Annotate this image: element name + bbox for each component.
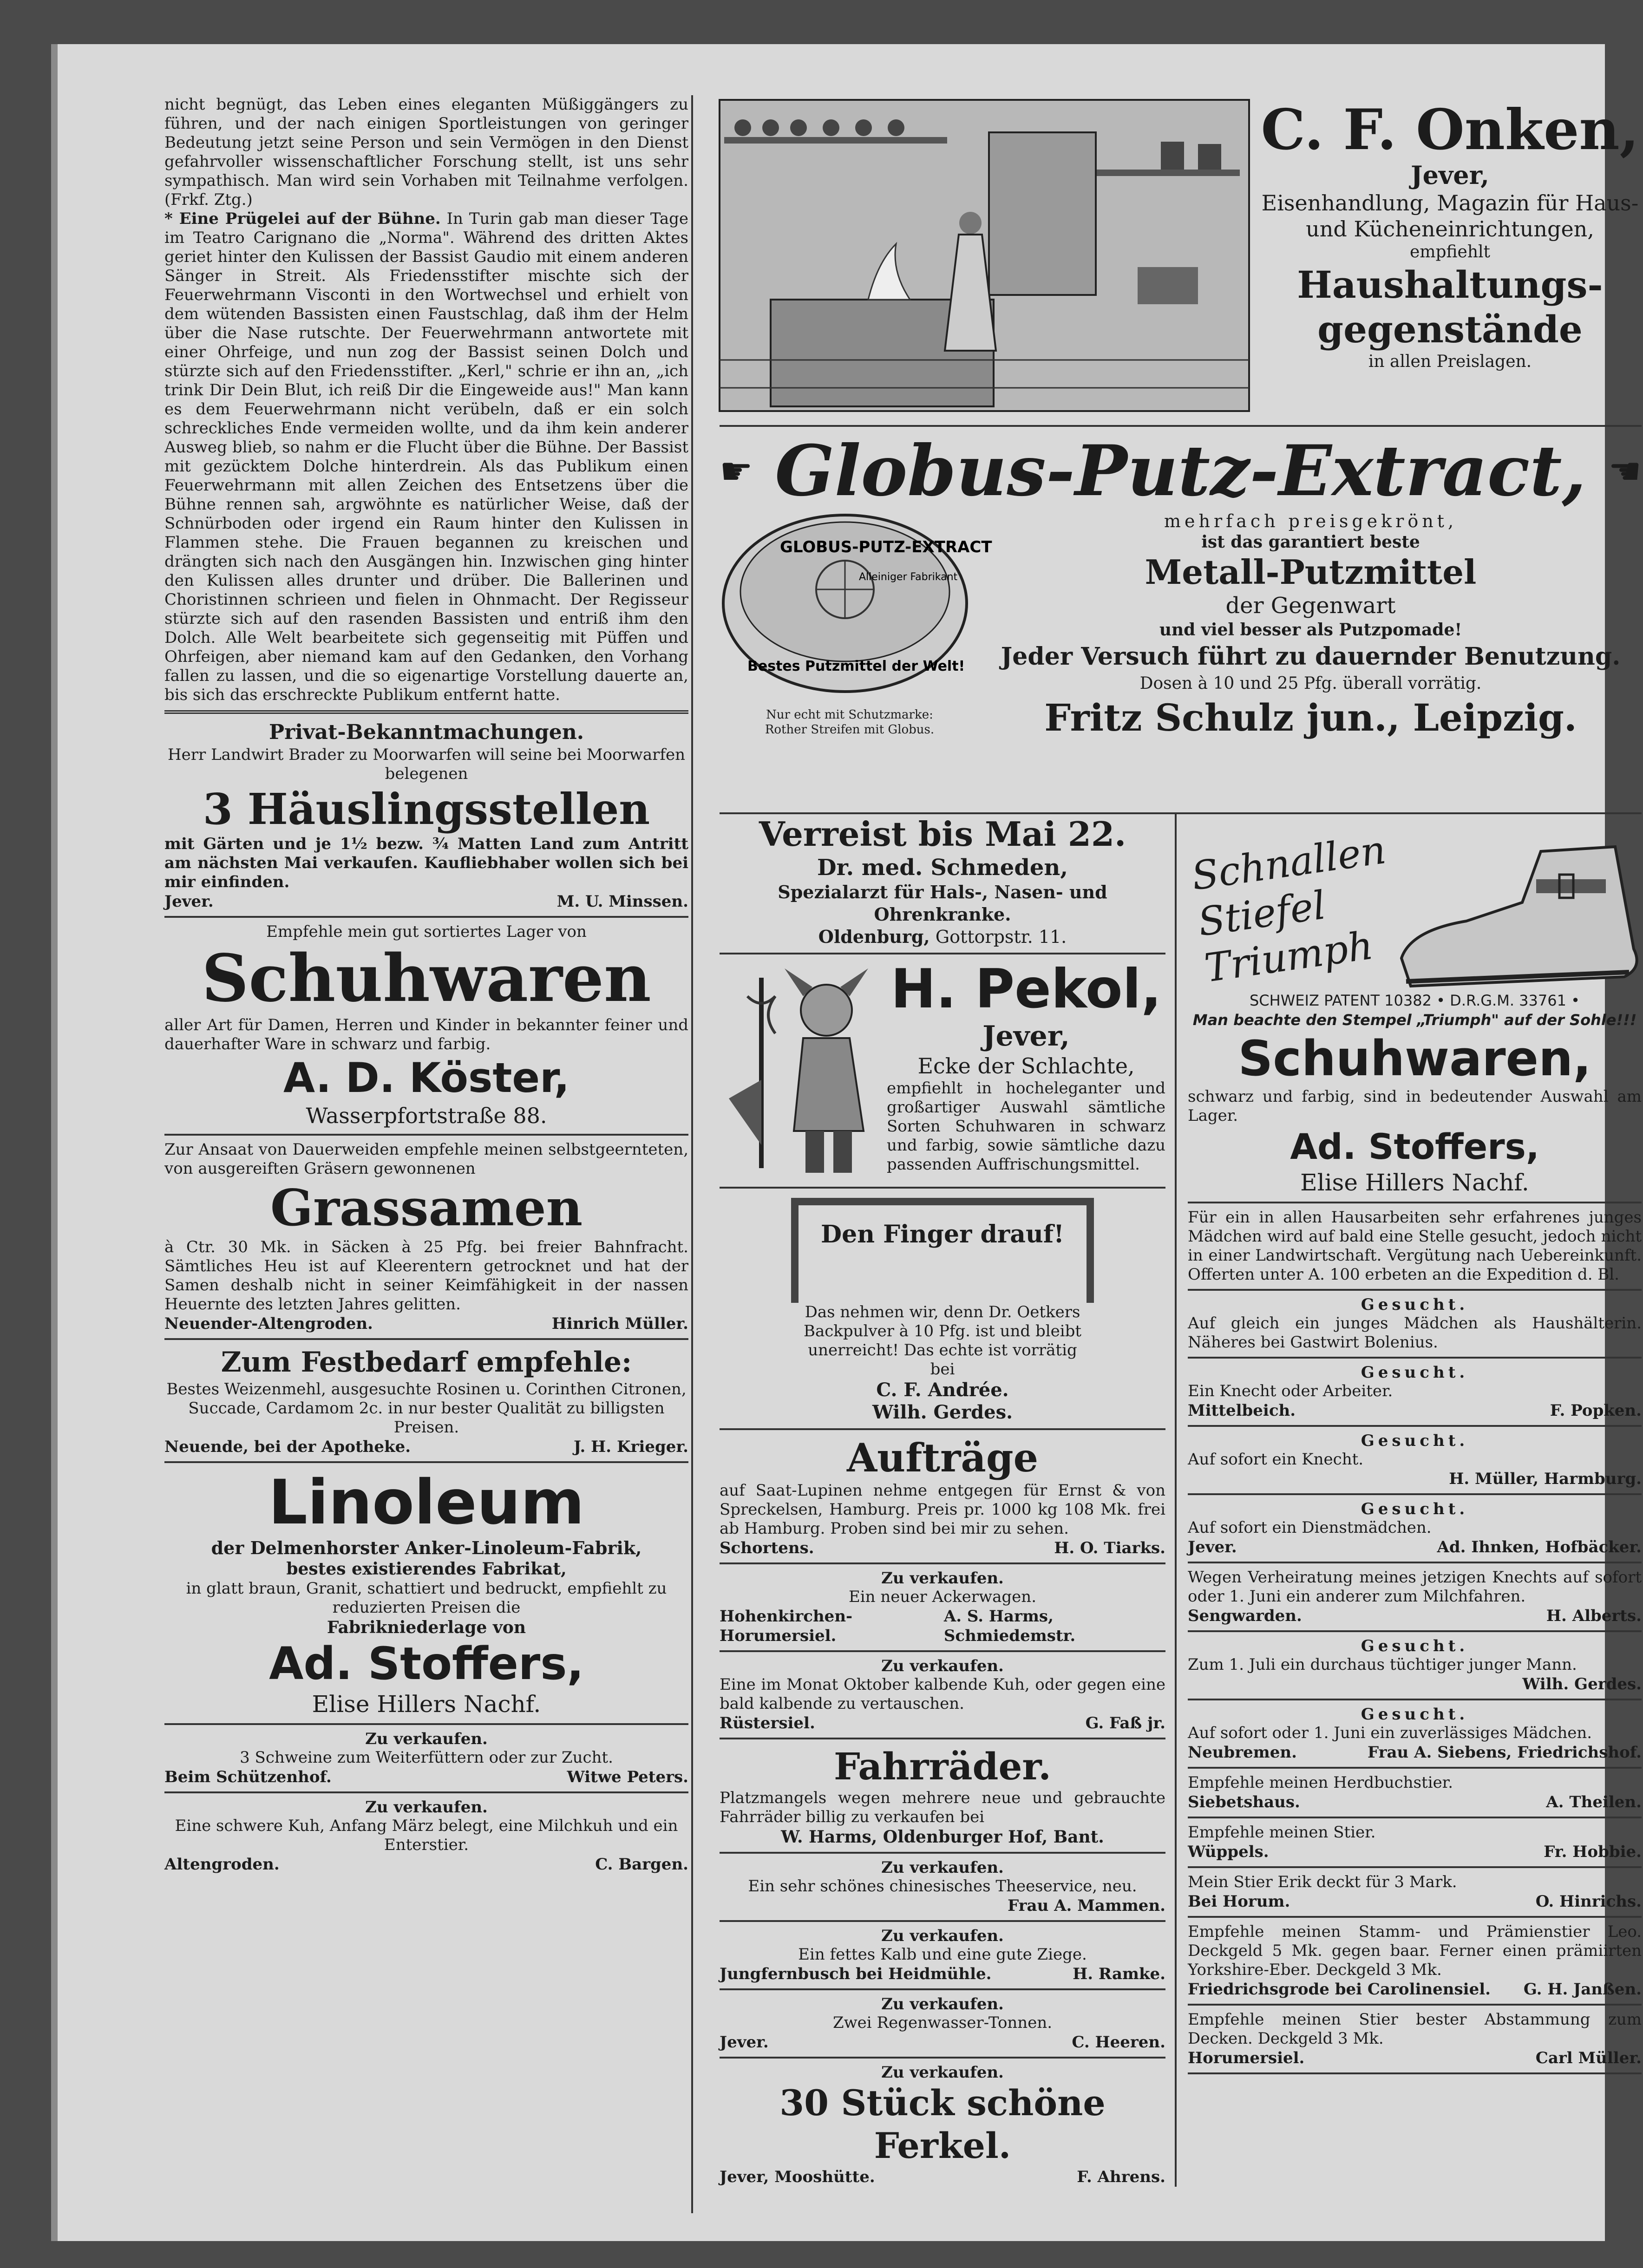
ad-text: aller Art für Damen, Herren und Kinder in bekannter feiner und dauerhafter Ware in schwarz und farbig. xyxy=(164,1016,688,1053)
polish-tin-illustration xyxy=(720,510,992,706)
ad-sub: der Delmenhorster Anker-Linoleum-Fabrik, xyxy=(211,1537,642,1558)
ad-headline: Grassamen xyxy=(270,1179,583,1237)
onken-name: C. F. Onken, xyxy=(1261,97,1639,163)
ad-headline: Zum Festbedarf empfehle: xyxy=(221,1346,632,1379)
ad-text: Empfehle meinen Stier. xyxy=(1188,1823,1376,1842)
ad-signature: Wüppels. Fr. Hobbie. xyxy=(1188,1843,1642,1861)
boot-illustration xyxy=(1383,842,1643,991)
onken-line: empfiehlt xyxy=(1410,242,1490,261)
schmeden-addr: Gottorpstr. 11. xyxy=(935,927,1067,947)
ad-signature: Schortens. H. O. Tiarks. xyxy=(720,1539,1165,1557)
pointing-hand-icon: ☚ xyxy=(1608,449,1642,493)
globus-ad xyxy=(720,427,1642,814)
mid-small-ad: Zu verkaufen. Zwei Regenwasser-Tonnen. Jever. C. Heeren. xyxy=(720,1995,1165,2052)
triumph-ad xyxy=(1188,814,1642,991)
right-small-ad xyxy=(1188,2010,1642,2074)
ad-headline: Schuhwaren xyxy=(202,941,651,1017)
mercury-figure-illustration xyxy=(720,959,887,1182)
newspaper-page xyxy=(51,44,1642,2241)
ad-text: Wegen Verheiratung meines jetzigen Knechts auf sofort oder 1. Juni ein anderer zum Milchfahren. xyxy=(1188,1568,1642,1606)
pekol-name: H. Pekol, xyxy=(890,958,1162,1020)
right-small-ad xyxy=(1188,1208,1642,1291)
onken-line: in allen Preislagen. xyxy=(1368,352,1532,371)
pekol-place: Jever, xyxy=(982,1020,1070,1052)
fahrraeder-name: W. Harms, Oldenburger Hof, Bant. xyxy=(781,1827,1104,1847)
ad-text: Empfehle meinen Stamm- und Prämienstier Leo. Deckgeld 5 Mk. gegen baar. Ferner einen prämiirten Yorkshire-Eber. Deckgeld 3 Mk. xyxy=(1188,1922,1642,1979)
oetker-text: Das nehmen wir, denn Dr. Oetkers Backpulver à 10 Pfg. ist und bleibt unerreicht! Das echte ist vorrätig bei xyxy=(803,1303,1082,1379)
ad-name: Ad. Stoffers, xyxy=(269,1638,584,1690)
ad-head: Gesucht. xyxy=(1361,1705,1469,1724)
triumph-name-sub: Elise Hillers Nachf. xyxy=(1300,1169,1529,1196)
ad-intro: Empfehle mein gut sortiertes Lager von xyxy=(266,922,587,941)
right-small-ad xyxy=(1188,1922,1642,2006)
ad-text: Bestes Weizenmehl, ausgesuchte Rosinen u. Corinthen Citronen, Succade, Cardamom 2c. in nur bester Qualität zu billigsten Preisen. xyxy=(166,1380,687,1437)
ad-head: Gesucht. xyxy=(1361,1363,1469,1382)
ad-text: Ein Knecht oder Arbeiter. xyxy=(1188,1382,1393,1400)
ad-address: Wasserpfortstraße 88. xyxy=(306,1103,547,1128)
auftraege-title: Aufträge xyxy=(846,1435,1039,1481)
right-small-ad xyxy=(1188,1773,1642,1818)
triumph-note: Man beachte den Stempel „Triumph" auf der Sohle!!! xyxy=(1192,1011,1637,1029)
mid-small-ad: Zu verkaufen. Eine im Monat Oktober kalbende Kuh, oder gegen eine bald kalbende zu vertauschen. Rüstersiel. G. Faß jr. xyxy=(720,1657,1165,1732)
right-small-ad xyxy=(1188,1568,1642,1632)
section-header: Privat-Bekanntmachungen. xyxy=(268,720,584,744)
ad-signature: Neuender-Altengroden. Hinrich Müller. xyxy=(164,1314,688,1333)
ad-head: Gesucht. xyxy=(1361,1295,1469,1314)
ad-signature: Siebetshaus. A. Theilen. xyxy=(1188,1793,1642,1811)
oetker-box-text: Den Finger drauf! xyxy=(821,1220,1064,1248)
right-small-ad xyxy=(1188,1637,1642,1700)
pekol-text: empfiehlt in hocheleganter und großartiger Auswahl sämtliche Sorten Schuhwaren in schwarz und farbig, sowie sämtliche dazu passenden Auffrischungsmittel. xyxy=(887,1079,1165,1174)
ferkel-head: Zu verkaufen. xyxy=(881,2063,1004,2082)
tin-note: Nur echt mit Schutzmarke: xyxy=(766,708,933,722)
ad-head: Zu verkaufen. xyxy=(365,1730,488,1748)
ad-signature: Wilh. Gerdes. xyxy=(1522,1675,1642,1693)
globus-title: Globus-Putz-Extract, xyxy=(775,430,1586,512)
globus-line: Jeder Versuch führt zu dauernder Benutzung. xyxy=(1001,642,1621,671)
globus-headline: Metall-Putzmittel xyxy=(1145,552,1477,592)
ad-headline: Linoleum xyxy=(268,1467,585,1538)
ad-signature: Neubremen. Frau A. Siebens, Friedrichshof. xyxy=(1188,1743,1642,1762)
ad-head: Gesucht. xyxy=(1361,1500,1469,1518)
ad-text: Empfehle meinen Stier bester Abstammung zum Decken. Deckgeld 3 Mk. xyxy=(1188,2010,1642,2048)
mid-small-ad: Zu verkaufen. Ein fettes Kalb und eine gute Ziege. Jungfernbusch bei Heidmühle. H. Ramke. xyxy=(720,1927,1165,1983)
ad-signature: Jever. Ad. Ihnken, Hofbäcker. xyxy=(1188,1538,1642,1556)
onken-ad xyxy=(720,95,1642,427)
ad-text: Für ein in allen Hausarbeiten sehr erfahrenes junges Mädchen wird auf bald eine Stelle gesucht, jedoch nicht in einer Landwirtschaft. Vergütung nach Uebereinkunft. Offerten unter A. 100 erbeten an die Expedition d. Bl. xyxy=(1188,1208,1642,1284)
ad-name-sub: Elise Hillers Nachf. xyxy=(312,1691,541,1718)
auftraege-text: auf Saat-Lupinen nehme entgegen für Ernst & von Spreckelsen, Hamburg. Preis pr. 1000 kg 108 Mk. frei ab Hamburg. Proben sind bei mir zu sehen. xyxy=(720,1481,1165,1538)
triumph-name: Ad. Stoffers, xyxy=(1290,1126,1539,1167)
ad-headline: 3 Häuslingsstellen xyxy=(203,784,650,834)
onken-place: Jever, xyxy=(1411,160,1489,190)
ad-head: Gesucht. xyxy=(1361,1431,1469,1450)
globus-maker: Fritz Schulz jun., Leipzig. xyxy=(1044,696,1577,739)
right-small-ad xyxy=(1188,1500,1642,1563)
pekol-line: Ecke der Schlachte, xyxy=(917,1053,1135,1078)
fahrraeder-title: Fahrräder. xyxy=(833,1745,1052,1788)
globus-line: der Gegenwart xyxy=(1225,593,1396,619)
right-small-ad xyxy=(1188,1705,1642,1769)
article-title: * Eine Prügelei auf der Bühne. xyxy=(164,209,441,228)
tin-note: Rother Streifen mit Globus. xyxy=(765,723,935,737)
mid-small-ad: Zu verkaufen. Ein neuer Ackerwagen. Hohenkirchen-Horumersiel. A. S. Harms, Schmiedemstr. xyxy=(720,1569,1076,1645)
tin-label: Bestes Putzmittel der Welt! xyxy=(747,658,965,674)
kitchen-illustration xyxy=(720,100,1249,411)
schmeden-name: Dr. med. Schmeden, xyxy=(817,855,1068,881)
ad-signature: H. Müller, Harmburg. xyxy=(1449,1470,1642,1488)
schmeden-place: Oldenburg, xyxy=(818,926,930,947)
right-area xyxy=(720,95,1642,2187)
left-column xyxy=(164,95,688,1874)
ad-intro: Zur Ansaat von Dauerweiden empfehle meinen selbstgeernteten, von ausgereiften Gräsern gewonnenen xyxy=(164,1140,688,1178)
globus-line: Dosen à 10 und 25 Pfg. überall vorrätig. xyxy=(1139,674,1482,693)
oetker-box xyxy=(791,1198,1094,1303)
ad-name: A. D. Köster, xyxy=(283,1054,570,1102)
ad-text: Mein Stier Erik deckt für 3 Mark. xyxy=(1188,1873,1457,1891)
right-small-ad xyxy=(1188,1431,1642,1495)
onken-headline: Haushaltungs-gegenstände xyxy=(1297,263,1603,351)
oetker-name: Wilh. Gerdes. xyxy=(872,1401,1013,1423)
right-column xyxy=(1177,814,1642,2187)
right-small-ad xyxy=(1188,1873,1642,1918)
ad-signature: Mittelbeich. F. Popken. xyxy=(1188,1401,1642,1420)
ad-signature: Friedrichsgrode bei Carolinensiel. G. H. Janßen. xyxy=(1188,1980,1642,1999)
schmeden-spec: Spezialarzt für Hals-, Nasen- und Ohrenkranke. xyxy=(778,882,1107,925)
ferkel-headline: 30 Stück schöne Ferkel. xyxy=(779,2082,1106,2166)
middle-column xyxy=(720,814,1177,2187)
column-divider xyxy=(691,95,693,2213)
ad-text: mit Gärten und je 1½ bezw. ¾ Matten Land zum Antritt am nächsten Mai verkaufen. Kaufliebhaber wollen sich bei mir einfinden. xyxy=(164,835,688,891)
ad-text: Auf gleich ein junges Mädchen als Haushälterin. Näheres bei Gastwirt Bolenius. xyxy=(1188,1314,1642,1352)
triumph-script: Schnallen Stiefel Triumph xyxy=(1189,827,1389,991)
globus-line: und viel besser als Putzpomade! xyxy=(1159,620,1462,640)
globus-line: ist das garantiert beste xyxy=(1201,532,1420,552)
right-small-ad xyxy=(1188,1823,1642,1868)
ad-text: Auf sofort ein Dienstmädchen. xyxy=(1188,1518,1432,1537)
triumph-headline: Schuhwaren, xyxy=(1238,1030,1591,1087)
ad-signature: Jever, Mooshütte. F. Ahrens. xyxy=(720,2168,1165,2186)
ad-intro: Herr Landwirt Brader zu Moorwarfen will seine bei Moorwarfen belegenen xyxy=(167,745,685,783)
ad-text: à Ctr. 30 Mk. in Säcken à 25 Pfg. bei freier Bahnfracht. Sämtliches Heu ist auf Kleerentern getrocknet und hat der Samen deshalb nicht in seiner Keimfähigkeit in der nassen Heuernte des letzten Jahres gelitten. xyxy=(164,1238,688,1314)
ad-text: in glatt braun, Granit, schattiert und bedruckt, empfiehlt zu reduzierten Preisen die xyxy=(186,1579,667,1617)
ad-head: Zu verkaufen. xyxy=(365,1798,488,1817)
ad-text: Auf sofort oder 1. Juni ein zuverlässiges Mädchen. xyxy=(1188,1724,1592,1742)
divider xyxy=(164,710,688,714)
right-small-ad xyxy=(1188,1363,1642,1427)
ad-signature: Neuende, bei der Apotheke. J. H. Krieger. xyxy=(164,1438,688,1456)
article-body: In Turin gab man dieser Tage im Teatro Carignano die „Norma". Während des dritten Aktes geriet hinter den Kulissen der Bassist Gaudio mit einem anderen Sänger in Streit. Als Friedensstifter mischte sich der Feuerwehrmann Visconti in den Wortwechsel und erhielt von dem wütenden Bassisten einen Faustschlag, daß ihm der Helm über die Nase rutschte. Der Feuerwehrmann antwortete mit einer Ohrfeige, und nun zog der Bassist seinen Dolch und stürzte sich auf den Friedensstifter. „Kerl," schrie er ihn an, „ich trink Dir Dein Blut, ich reiß Dir die Eingeweide aus!" Man kann es dem Feuerwehrmann nicht verübeln, daß er ein solch schreckliches Ende vermeiden wollte, und da ihm kein anderer Ausweg blieb, so nahm er die Flucht über die Bühne. Der Bassist mit gezücktem Dolche hinterdrein. Als das Publikum einen Feuerwehrmann mit allen Zeichen des Entsetzens über die Bühne rennen sah, argwöhnte es natürlicher Weise, daß der Schnürboden oder irgend ein Raum hinter den Kulissen in Flammen stehe. Die Frauen begannen zu kreischen und drängten sich nach den Ausgängen hin. Inzwischen ging hinter den Kulissen alles drunter und drüber. Die Ballerinen und Choristinnen schrieen und fielen in Ohnmacht. Der Regisseur stürzte sich auf den rasenden Bassisten und entriß ihm den Dolch. Alle Welt bearbeitete sich gegenseitig mit Püffen und Ohrfeigen, aber niemand kam auf den Gedanken, den Vorhang fallen zu lassen, und die so eigenartige Vorstellung dauerte an, bis sich das erschreckte Publikum entfernt hatte. xyxy=(164,209,689,704)
ad-signature: Jever. M. U. Minssen. xyxy=(164,892,688,911)
article-text: nicht begnügt, das Leben eines eleganten Müßiggängers zu führen, und der nach einigen Sportleistungen von geringer Bedeutung jetzt seine Person und sein Vermögen in den Dienst gefahrvoller wissenschaftlicher Forschung stellt, ist uns sehr sympathisch. Man wird sein Vorhaben mit Teilnahme verfolgen. (Frkf. Ztg.) xyxy=(164,95,688,209)
onken-line: Eisenhandlung, Magazin für Haus- und Kücheneinrichtungen, xyxy=(1261,190,1639,242)
fahrraeder-text: Platzmangels wegen mehrere neue und gebrauchte Fahrräder billig zu verkaufen bei xyxy=(720,1789,1165,1826)
ad-sub: Fabrikniederlage von xyxy=(327,1618,526,1637)
triumph-text: schwarz und farbig, sind in bedeutender Auswahl am Lager. xyxy=(1188,1087,1642,1125)
ad-head: Gesucht. xyxy=(1361,1637,1469,1655)
ad-text: Empfehle meinen Herdbuchstier. xyxy=(1188,1773,1453,1792)
ad-signature: Altengroden. C. Bargen. xyxy=(164,1855,688,1874)
tin-label: Alleiniger Fabrikant xyxy=(859,571,958,583)
oetker-name: C. F. Andrée. xyxy=(876,1379,1009,1401)
ad-signature: Beim Schützenhof. Witwe Peters. xyxy=(164,1768,688,1786)
ad-text: Zum 1. Juli ein durchaus tüchtiger junger Mann. xyxy=(1188,1655,1577,1674)
tin-label: GLOBUS-PUTZ-EXTRACT xyxy=(780,538,992,556)
ad-sub: bestes existierendes Fabrikat, xyxy=(286,1559,567,1579)
ad-signature: Horumersiel. Carl Müller. xyxy=(1188,2049,1642,2067)
globus-line: mehrfach preisgekrönt, xyxy=(1164,511,1458,531)
pointing-hand-icon: ☛ xyxy=(720,449,753,493)
right-small-ads xyxy=(1188,1208,1642,2074)
ad-text: Eine schwere Kuh, Anfang März belegt, eine Milchkuh und ein Enterstier. xyxy=(175,1817,678,1854)
mid-small-ad: Zu verkaufen. Ein sehr schönes chinesisches Theeservice, neu. Frau A. Mammen. xyxy=(748,1858,1165,1915)
pekol-ad xyxy=(720,959,1165,1182)
ad-text: 3 Schweine zum Weiterfüttern oder zur Zucht. xyxy=(240,1748,613,1767)
schmeden-title: Verreist bis Mai 22. xyxy=(759,814,1126,854)
right-small-ad xyxy=(1188,1295,1642,1359)
ad-signature: Bei Horum. O. Hinrichs. xyxy=(1188,1892,1642,1911)
ad-text: Auf sofort ein Knecht. xyxy=(1188,1450,1364,1469)
ad-signature: Sengwarden. H. Alberts. xyxy=(1188,1607,1642,1625)
triumph-patent: SCHWEIZ PATENT 10382 • D.R.G.M. 33761 • xyxy=(1249,992,1580,1009)
